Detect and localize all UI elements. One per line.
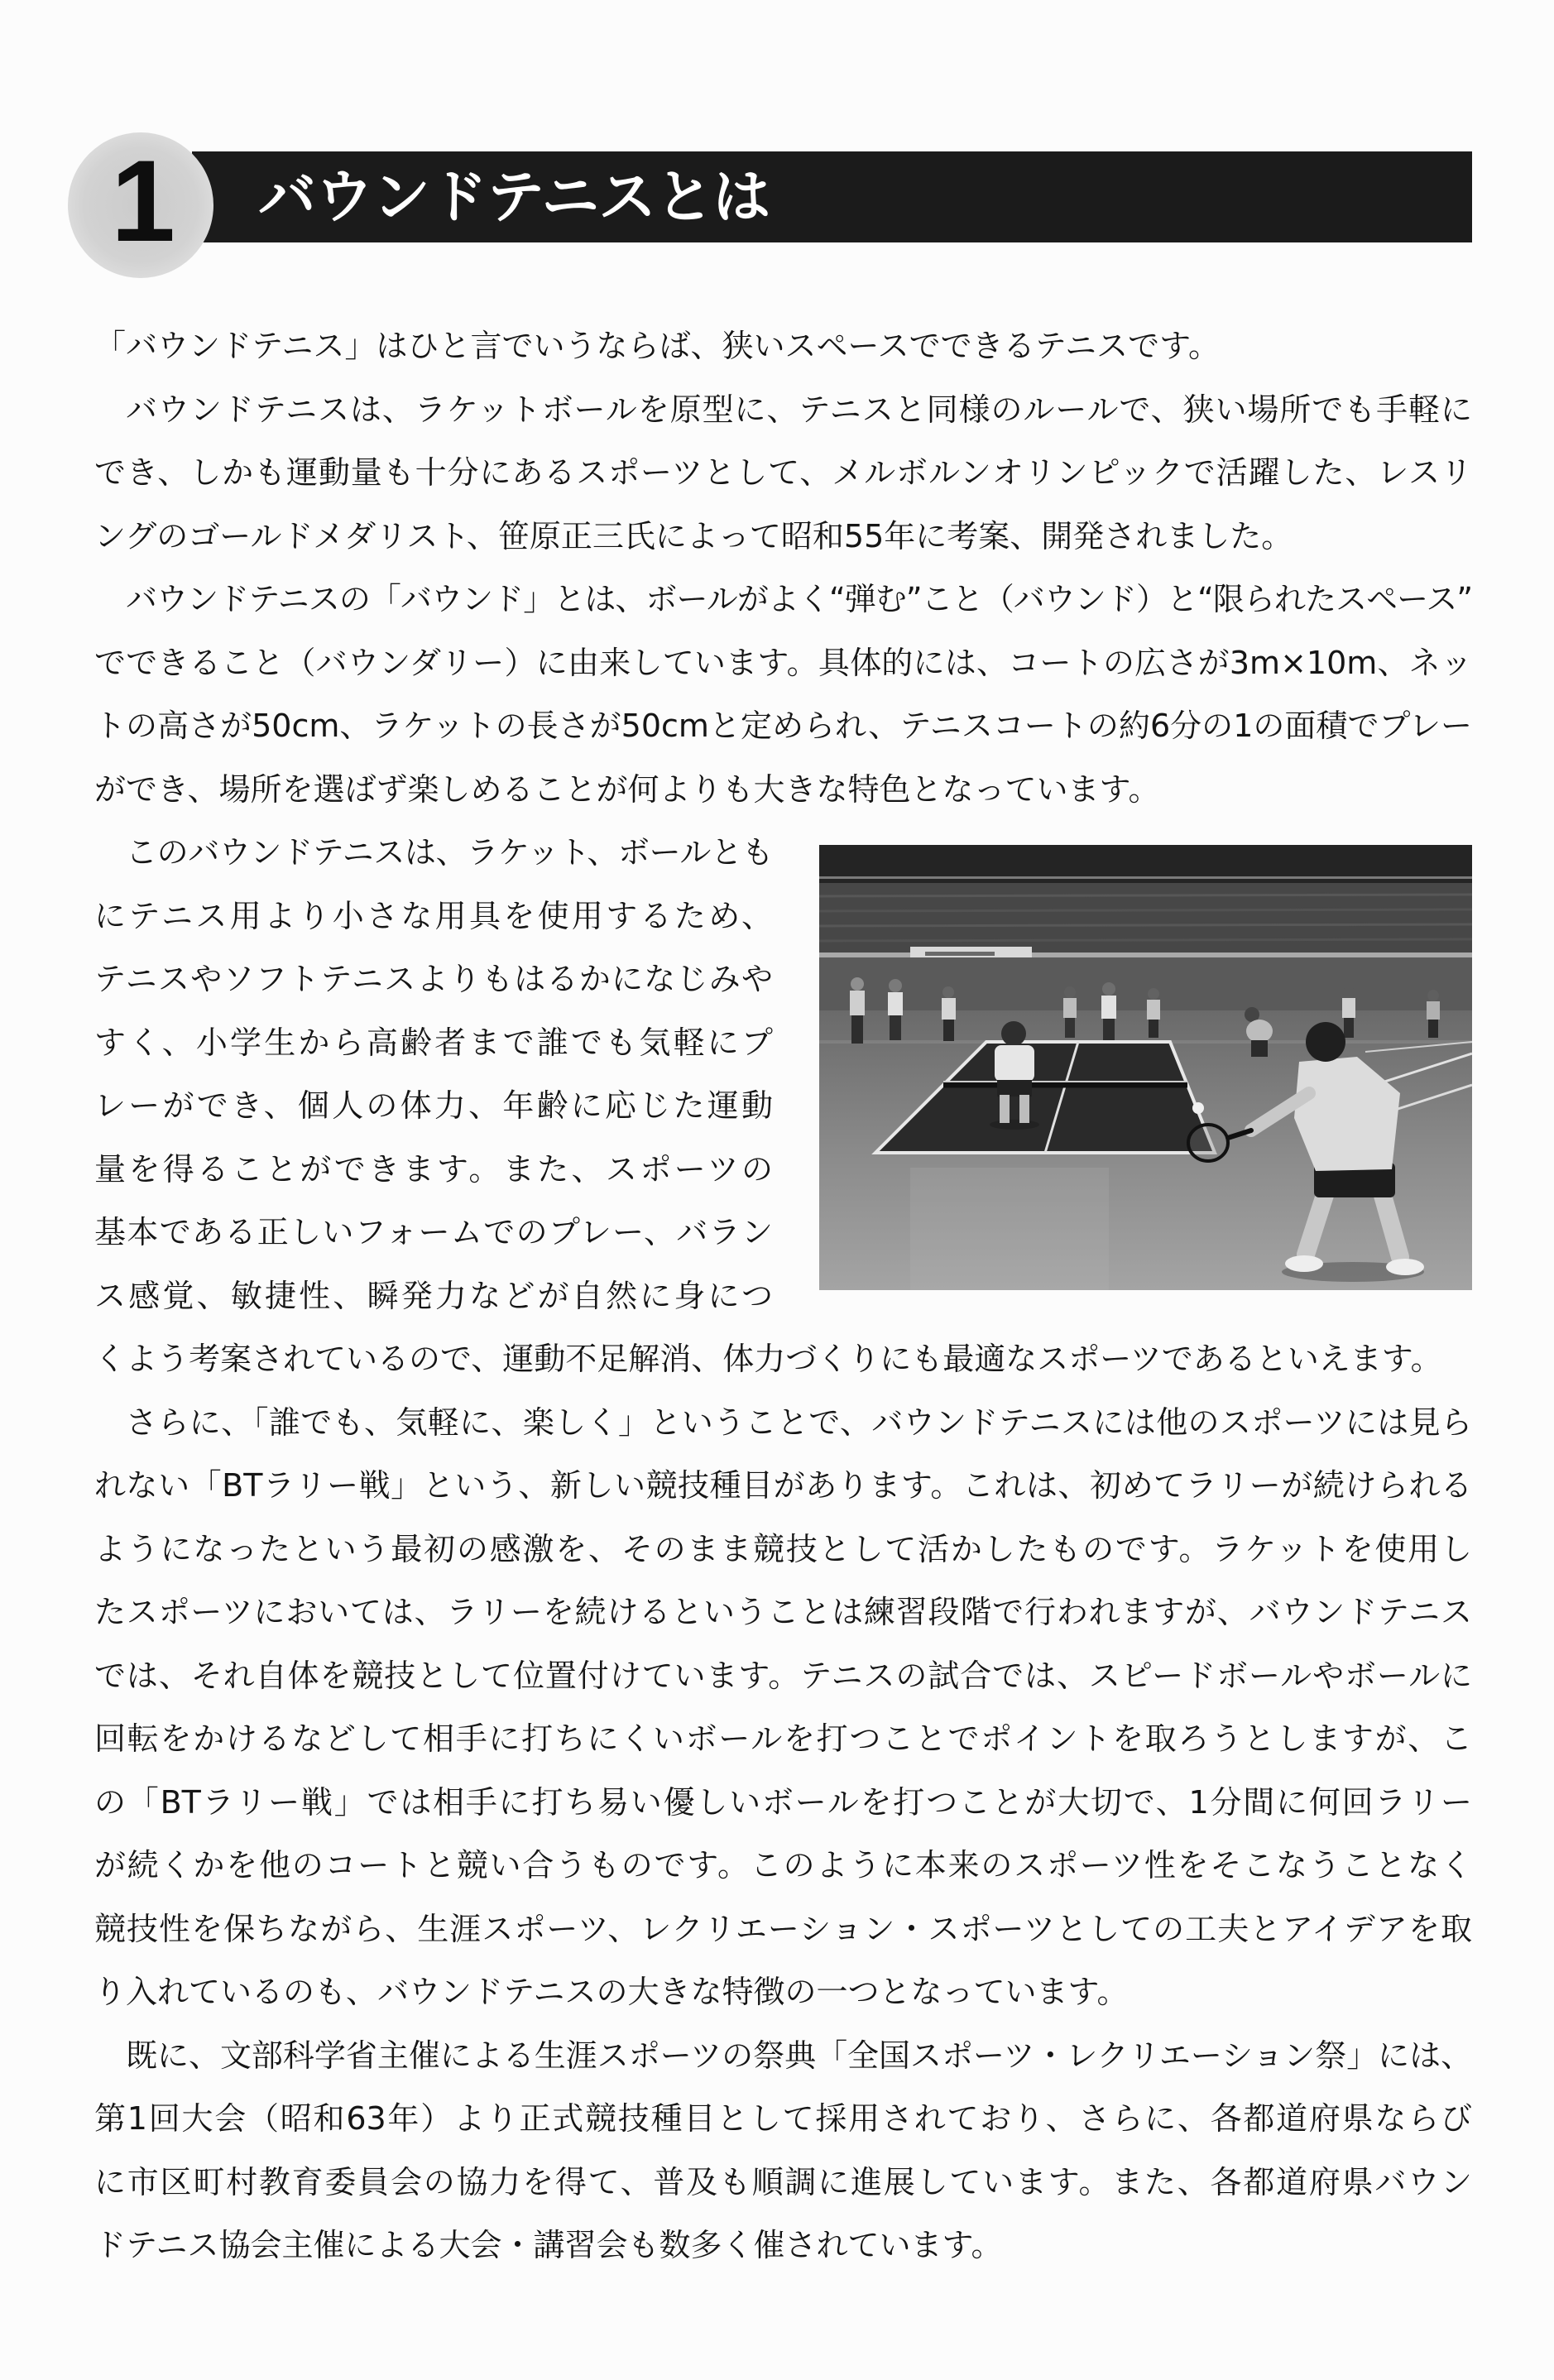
player-legs bbox=[1344, 1018, 1354, 1038]
player-shadow bbox=[990, 1120, 1039, 1130]
player-head bbox=[1306, 1022, 1345, 1062]
racket-head bbox=[1188, 1125, 1228, 1161]
section-number: 1 bbox=[111, 136, 175, 266]
player-head bbox=[851, 977, 864, 991]
tennis-photo bbox=[819, 845, 1472, 1290]
ceiling-lights bbox=[819, 876, 1472, 879]
body-text-line: このバウンドテニスは、ラケット、ボールとも bbox=[126, 834, 773, 871]
body-text-line: すく、小学生から高齢者まで誰でも気軽にプ bbox=[94, 1024, 773, 1061]
player-shoe bbox=[1285, 1255, 1323, 1272]
player-shirt bbox=[1427, 1001, 1440, 1020]
player-legs bbox=[890, 1015, 901, 1040]
player-shirt bbox=[888, 992, 903, 1015]
player-legs bbox=[1103, 1019, 1115, 1040]
player-legs bbox=[851, 1015, 863, 1044]
tennis-photo-image bbox=[819, 845, 1472, 1290]
stands-row bbox=[819, 895, 1472, 896]
body-text-line: ングのゴールドメダリスト、笹原正三氏によって昭和55年に考案、開発されました。 bbox=[94, 517, 1293, 554]
body-text-line: でき、しかも運動量も十分にあるスポーツとして、メルボルンオリンピックで活躍した、レスリ bbox=[94, 454, 1472, 491]
player-shirt bbox=[1147, 1000, 1160, 1020]
body-text-line: バウンドテニスは、ラケットボールを原型に、テニスと同様のルールで、狭い場所でも手軽に bbox=[126, 391, 1472, 428]
player-shirt bbox=[1246, 1020, 1273, 1043]
player-head bbox=[1064, 986, 1076, 998]
stands-row bbox=[819, 924, 1472, 926]
paragraph-1 bbox=[94, 314, 1472, 378]
player-shirt bbox=[1063, 998, 1077, 1018]
back-wall bbox=[819, 957, 1472, 1014]
section-title-bar bbox=[192, 151, 1472, 242]
body-text-line: の「BTラリー戦」では相手に打ち易い優しいボールを打つことが大切で、1分間に何回ラリー bbox=[94, 1783, 1472, 1821]
section-number-badge bbox=[68, 132, 213, 278]
body-text-line: たスポーツにおいては、ラリーを続けるということは練習段階で行われますが、バウンドテニス bbox=[94, 1594, 1472, 1630]
player-shirt bbox=[850, 991, 865, 1015]
paragraph-3 bbox=[94, 568, 1472, 821]
player-head bbox=[1102, 982, 1115, 996]
player-legs bbox=[1149, 1020, 1158, 1038]
player-head bbox=[942, 986, 954, 998]
body-text-line: ようになったという最初の感激を、そのまま競技として活かしたものです。ラケットを使用し bbox=[94, 1530, 1472, 1567]
stands-row bbox=[819, 939, 1472, 941]
body-text bbox=[94, 314, 1472, 2277]
player-shirt bbox=[1101, 996, 1116, 1019]
player-leg bbox=[1019, 1095, 1029, 1123]
body-text-line: ス感覚、敏捷性、瞬発力などが自然に身につ bbox=[94, 1277, 773, 1314]
player-legs bbox=[943, 1020, 954, 1041]
stands-row bbox=[819, 909, 1472, 911]
body-text-line: が続くかを他のコートと競い合うものです。このように本来のスポーツ性をそこなうことなく bbox=[94, 1847, 1472, 1883]
player-head bbox=[889, 979, 902, 992]
player-leg bbox=[1000, 1095, 1010, 1123]
body-text-line: に市区町村教育委員会の協力を得て、普及も順調に進展しています。また、各都道府県バウン bbox=[94, 2163, 1472, 2200]
player-head bbox=[1343, 986, 1355, 998]
body-text-line: 競技性を保ちながら、生涯スポーツ、レクリエーション・スポーツとしての工夫とアイデアを取 bbox=[94, 1910, 1472, 1947]
body-text-line: さらに、「誰でも、気軽に、楽しく」ということで、バウンドテニスには他のスポーツには見ら bbox=[126, 1404, 1472, 1441]
body-text-line: でできること（バウンダリー）に由来しています。具体的には、コートの広さが3m×10m、ネッ bbox=[94, 644, 1472, 681]
body-text-line: ドテニス協会主催による大会・講習会も数多く催されています。 bbox=[94, 2227, 1003, 2263]
body-text-line: れない「BTラリー戦」という、新しい競技種目があります。これは、初めてラリーが続けられる bbox=[94, 1467, 1472, 1504]
player-shorts bbox=[997, 1080, 1032, 1096]
body-text-line: くよう考案されているので、運動不足解消、体力づくりにも最適なスポーツであるといえます。 bbox=[94, 1341, 1442, 1377]
player-legs bbox=[1065, 1018, 1075, 1038]
floor-reflection bbox=[910, 1168, 1109, 1290]
player-shirt bbox=[1342, 998, 1355, 1018]
body-text-line: 量を得ることができます。また、スポーツの bbox=[94, 1150, 773, 1188]
body-text-line: トの高さが50cm、ラケットの長さが50cmと定められ、テニスコートの約6分の1の面積でプレー bbox=[94, 708, 1472, 744]
tennis-ball bbox=[1192, 1102, 1204, 1114]
paragraph-2 bbox=[94, 378, 1472, 569]
player-shirt bbox=[942, 998, 956, 1020]
section-title: バウンドテニスとは bbox=[258, 163, 770, 231]
paragraph-6 bbox=[94, 2024, 1472, 2277]
player-head bbox=[1001, 1021, 1026, 1046]
body-text-line: では、それ自体を競技として位置付けています。テニスの試合では、スピードボールやボールに bbox=[94, 1657, 1472, 1694]
player-head bbox=[1148, 988, 1159, 1000]
body-text-line: 「バウンドテニス」はひと言でいうならば、狭いスペースでできるテニスです。 bbox=[94, 328, 1221, 364]
stands bbox=[819, 883, 1472, 952]
body-text-line: り入れているのも、バウンドテニスの大きな特徴の一つとなっています。 bbox=[94, 1974, 1129, 2010]
player-legs bbox=[1428, 1020, 1438, 1038]
body-text-line: にテニス用より小さな用具を使用するため、 bbox=[94, 897, 773, 934]
player-shoe bbox=[1386, 1259, 1424, 1275]
body-text-line: ができ、場所を選ばず楽しめることが何よりも大きな特色となっています。 bbox=[94, 770, 1160, 808]
player-legs bbox=[1251, 1040, 1268, 1057]
body-text-line: 第1回大会（昭和63年）より正式競技種目として採用されており、さらに、各都道府県ならび bbox=[94, 2100, 1472, 2137]
player-shirt bbox=[995, 1045, 1034, 1082]
body-text-line: レーができ、個人の体力、年齢に応じた運動 bbox=[94, 1087, 773, 1124]
body-text-line: 既に、文部科学省主催による生涯スポーツの祭典「全国スポーツ・レクリエーション祭」には、 bbox=[126, 2037, 1472, 2074]
player-head bbox=[1427, 990, 1439, 1001]
arena-sign-marking bbox=[925, 952, 995, 956]
paragraph-5 bbox=[94, 1391, 1472, 2024]
body-text-line: テニスやソフトテニスよりもはるかになじみや bbox=[94, 961, 773, 997]
body-text-line: 基本である正しいフォームでのプレー、バラン bbox=[94, 1214, 773, 1250]
body-text-line: 回転をかけるなどして相手に打ちにくいボールを打つことでポイントを取ろうとしますが、こ bbox=[94, 1720, 1472, 1757]
body-text-line: バウンドテニスの「バウンド」とは、ボールがよく“弾む”こと（バウンド）と“限られたスペース” bbox=[126, 581, 1472, 617]
